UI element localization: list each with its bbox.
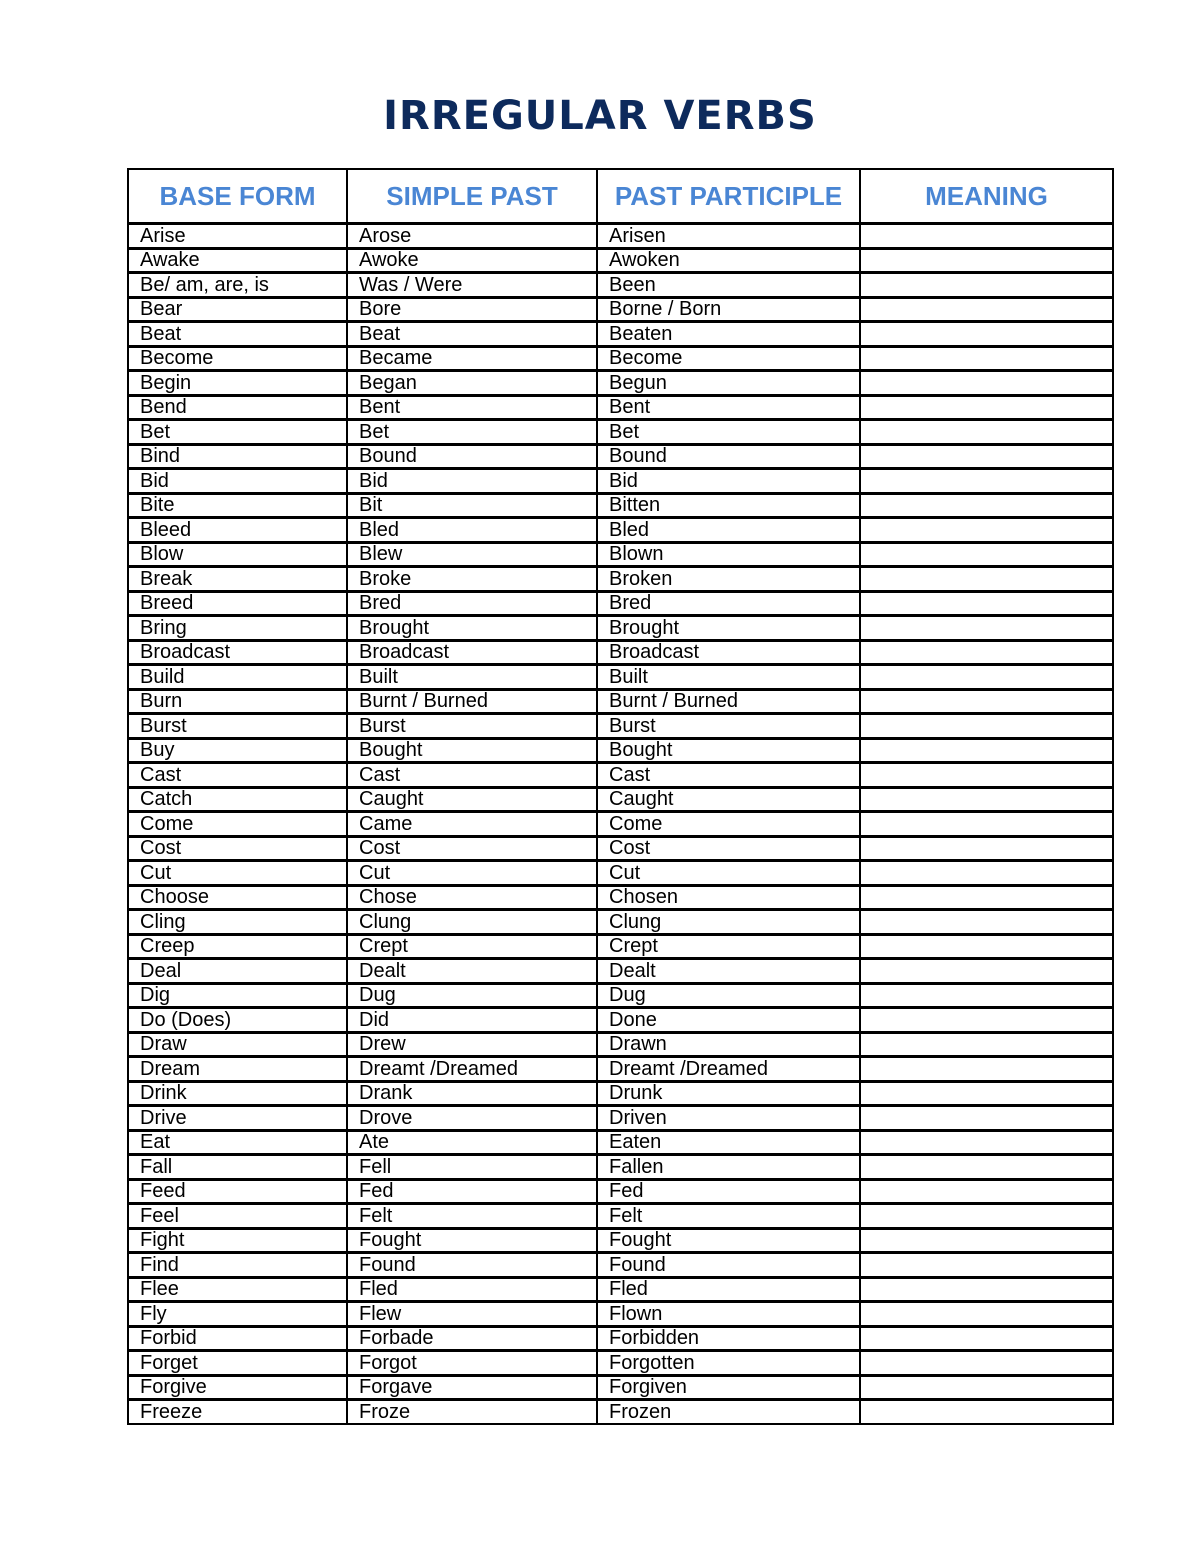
simple-past-cell: Broadcast	[347, 640, 597, 665]
simple-past-cell: Broke	[347, 567, 597, 592]
meaning-cell	[860, 224, 1113, 249]
past-participle-cell: Fled	[597, 1277, 860, 1302]
past-participle-cell: Bled	[597, 518, 860, 543]
meaning-cell	[860, 346, 1113, 371]
meaning-cell	[860, 493, 1113, 518]
simple-past-cell: Blew	[347, 542, 597, 567]
meaning-cell	[860, 273, 1113, 298]
table-row	[128, 1351, 1113, 1376]
simple-past-cell: Cost	[347, 836, 597, 861]
base-form-cell: Bet	[128, 420, 347, 445]
base-form-cell: Forget	[128, 1351, 347, 1376]
base-form-cell: Beat	[128, 322, 347, 347]
header-past-participle: PAST PARTICIPLE	[597, 169, 860, 224]
table-row	[128, 689, 1113, 714]
past-participle-cell: Felt	[597, 1204, 860, 1229]
past-participle-cell: Forbidden	[597, 1326, 860, 1351]
table-row	[128, 885, 1113, 910]
meaning-cell	[860, 322, 1113, 347]
meaning-cell	[860, 812, 1113, 837]
table-row	[128, 420, 1113, 445]
header-simple-past: SIMPLE PAST	[347, 169, 597, 224]
meaning-cell	[860, 1032, 1113, 1057]
base-form-cell: Come	[128, 812, 347, 837]
past-participle-cell: Forgiven	[597, 1375, 860, 1400]
table-row	[128, 1081, 1113, 1106]
table-row	[128, 322, 1113, 347]
meaning-cell	[860, 1351, 1113, 1376]
table-row	[128, 763, 1113, 788]
meaning-cell	[860, 1228, 1113, 1253]
base-form-cell: Feed	[128, 1179, 347, 1204]
past-participle-cell: Bound	[597, 444, 860, 469]
table-row	[128, 665, 1113, 690]
past-participle-cell: Forgotten	[597, 1351, 860, 1376]
meaning-cell	[860, 567, 1113, 592]
table-row	[128, 640, 1113, 665]
base-form-cell: Bend	[128, 395, 347, 420]
simple-past-cell: Cut	[347, 861, 597, 886]
past-participle-cell: Bet	[597, 420, 860, 445]
table-body	[128, 224, 1113, 1424]
past-participle-cell: Frozen	[597, 1400, 860, 1424]
simple-past-cell: Was / Were	[347, 273, 597, 298]
base-form-cell: Burn	[128, 689, 347, 714]
table-row	[128, 1106, 1113, 1131]
simple-past-cell: Dealt	[347, 959, 597, 984]
table-row	[128, 787, 1113, 812]
past-participle-cell: Broken	[597, 567, 860, 592]
simple-past-cell: Fled	[347, 1277, 597, 1302]
meaning-cell	[860, 395, 1113, 420]
base-form-cell: Bleed	[128, 518, 347, 543]
table-row	[128, 812, 1113, 837]
simple-past-cell: Fought	[347, 1228, 597, 1253]
table-row	[128, 1155, 1113, 1180]
table-row	[128, 248, 1113, 273]
meaning-cell	[860, 983, 1113, 1008]
meaning-cell	[860, 1253, 1113, 1278]
past-participle-cell: Broadcast	[597, 640, 860, 665]
meaning-cell	[860, 787, 1113, 812]
past-participle-cell: Become	[597, 346, 860, 371]
meaning-cell	[860, 1179, 1113, 1204]
base-form-cell: Deal	[128, 959, 347, 984]
meaning-cell	[860, 1081, 1113, 1106]
past-participle-cell: Dealt	[597, 959, 860, 984]
meaning-cell	[860, 885, 1113, 910]
table-row	[128, 836, 1113, 861]
past-participle-cell: Cost	[597, 836, 860, 861]
simple-past-cell: Forbade	[347, 1326, 597, 1351]
base-form-cell: Forgive	[128, 1375, 347, 1400]
table-row	[128, 297, 1113, 322]
table-row	[128, 518, 1113, 543]
past-participle-cell: Driven	[597, 1106, 860, 1131]
simple-past-cell: Fell	[347, 1155, 597, 1180]
table-row	[128, 616, 1113, 641]
past-participle-cell: Built	[597, 665, 860, 690]
base-form-cell: Bring	[128, 616, 347, 641]
base-form-cell: Drive	[128, 1106, 347, 1131]
past-participle-cell: Drawn	[597, 1032, 860, 1057]
past-participle-cell: Fed	[597, 1179, 860, 1204]
base-form-cell: Cast	[128, 763, 347, 788]
meaning-cell	[860, 518, 1113, 543]
table-row	[128, 1008, 1113, 1033]
meaning-cell	[860, 1106, 1113, 1131]
meaning-cell	[860, 371, 1113, 396]
simple-past-cell: Burnt / Burned	[347, 689, 597, 714]
meaning-cell	[860, 1057, 1113, 1082]
past-participle-cell: Done	[597, 1008, 860, 1033]
simple-past-cell: Clung	[347, 910, 597, 935]
past-participle-cell: Brought	[597, 616, 860, 641]
meaning-cell	[860, 591, 1113, 616]
simple-past-cell: Found	[347, 1253, 597, 1278]
base-form-cell: Bind	[128, 444, 347, 469]
meaning-cell	[860, 469, 1113, 494]
base-form-cell: Bid	[128, 469, 347, 494]
table-row	[128, 1375, 1113, 1400]
past-participle-cell: Bitten	[597, 493, 860, 518]
simple-past-cell: Dreamt /Dreamed	[347, 1057, 597, 1082]
simple-past-cell: Became	[347, 346, 597, 371]
past-participle-cell: Cut	[597, 861, 860, 886]
meaning-cell	[860, 665, 1113, 690]
meaning-cell	[860, 1326, 1113, 1351]
base-form-cell: Freeze	[128, 1400, 347, 1424]
table-row	[128, 861, 1113, 886]
table-row	[128, 542, 1113, 567]
simple-past-cell: Brought	[347, 616, 597, 641]
simple-past-cell: Drank	[347, 1081, 597, 1106]
base-form-cell: Bite	[128, 493, 347, 518]
simple-past-cell: Froze	[347, 1400, 597, 1424]
meaning-cell	[860, 910, 1113, 935]
simple-past-cell: Cast	[347, 763, 597, 788]
meaning-cell	[860, 640, 1113, 665]
past-participle-cell: Found	[597, 1253, 860, 1278]
table-row	[128, 346, 1113, 371]
meaning-cell	[860, 1400, 1113, 1424]
base-form-cell: Breed	[128, 591, 347, 616]
table-row	[128, 1302, 1113, 1327]
page-title: IRREGULAR VERBS	[383, 93, 817, 139]
base-form-cell: Broadcast	[128, 640, 347, 665]
base-form-cell: Do (Does)	[128, 1008, 347, 1033]
base-form-cell: Flee	[128, 1277, 347, 1302]
meaning-cell	[860, 1155, 1113, 1180]
table-row	[128, 910, 1113, 935]
meaning-cell	[860, 1008, 1113, 1033]
table-row	[128, 371, 1113, 396]
header-base-form: BASE FORM	[128, 169, 347, 224]
base-form-cell: Forbid	[128, 1326, 347, 1351]
table-row	[128, 493, 1113, 518]
irregular-verbs-table	[127, 168, 1114, 1425]
past-participle-cell: Burst	[597, 714, 860, 739]
base-form-cell: Draw	[128, 1032, 347, 1057]
past-participle-cell: Come	[597, 812, 860, 837]
simple-past-cell: Forgot	[347, 1351, 597, 1376]
base-form-cell: Dig	[128, 983, 347, 1008]
past-participle-cell: Arisen	[597, 224, 860, 249]
simple-past-cell: Burst	[347, 714, 597, 739]
table-row	[128, 1253, 1113, 1278]
meaning-cell	[860, 1302, 1113, 1327]
past-participle-cell: Dreamt /Dreamed	[597, 1057, 860, 1082]
base-form-cell: Become	[128, 346, 347, 371]
simple-past-cell: Beat	[347, 322, 597, 347]
simple-past-cell: Bought	[347, 738, 597, 763]
simple-past-cell: Bound	[347, 444, 597, 469]
base-form-cell: Arise	[128, 224, 347, 249]
table-row	[128, 567, 1113, 592]
base-form-cell: Begin	[128, 371, 347, 396]
simple-past-cell: Drew	[347, 1032, 597, 1057]
simple-past-cell: Bid	[347, 469, 597, 494]
simple-past-cell: Did	[347, 1008, 597, 1033]
table-row	[128, 395, 1113, 420]
past-participle-cell: Chosen	[597, 885, 860, 910]
past-participle-cell: Beaten	[597, 322, 860, 347]
base-form-cell: Dream	[128, 1057, 347, 1082]
header-meaning: MEANING	[860, 169, 1113, 224]
table-row	[128, 959, 1113, 984]
past-participle-cell: Clung	[597, 910, 860, 935]
base-form-cell: Be/ am, are, is	[128, 273, 347, 298]
base-form-cell: Choose	[128, 885, 347, 910]
table-row	[128, 738, 1113, 763]
simple-past-cell: Bit	[347, 493, 597, 518]
base-form-cell: Fly	[128, 1302, 347, 1327]
simple-past-cell: Bled	[347, 518, 597, 543]
simple-past-cell: Built	[347, 665, 597, 690]
meaning-cell	[860, 1130, 1113, 1155]
base-form-cell: Blow	[128, 542, 347, 567]
base-form-cell: Cut	[128, 861, 347, 886]
simple-past-cell: Fed	[347, 1179, 597, 1204]
table-row	[128, 591, 1113, 616]
meaning-cell	[860, 616, 1113, 641]
past-participle-cell: Bent	[597, 395, 860, 420]
simple-past-cell: Awoke	[347, 248, 597, 273]
base-form-cell: Awake	[128, 248, 347, 273]
meaning-cell	[860, 689, 1113, 714]
simple-past-cell: Ate	[347, 1130, 597, 1155]
simple-past-cell: Forgave	[347, 1375, 597, 1400]
table-row	[128, 1057, 1113, 1082]
base-form-cell: Cost	[128, 836, 347, 861]
meaning-cell	[860, 542, 1113, 567]
simple-past-cell: Drove	[347, 1106, 597, 1131]
meaning-cell	[860, 248, 1113, 273]
table-row	[128, 1326, 1113, 1351]
past-participle-cell: Dug	[597, 983, 860, 1008]
table-row	[128, 934, 1113, 959]
past-participle-cell: Blown	[597, 542, 860, 567]
base-form-cell: Feel	[128, 1204, 347, 1229]
past-participle-cell: Fought	[597, 1228, 860, 1253]
table-row	[128, 1204, 1113, 1229]
past-participle-cell: Borne / Born	[597, 297, 860, 322]
table-row	[128, 714, 1113, 739]
table-header-row	[128, 169, 1113, 224]
meaning-cell	[860, 861, 1113, 886]
past-participle-cell: Fallen	[597, 1155, 860, 1180]
table-row	[128, 1400, 1113, 1424]
base-form-cell: Catch	[128, 787, 347, 812]
past-participle-cell: Eaten	[597, 1130, 860, 1155]
table-row	[128, 444, 1113, 469]
meaning-cell	[860, 1375, 1113, 1400]
base-form-cell: Bear	[128, 297, 347, 322]
meaning-cell	[860, 959, 1113, 984]
simple-past-cell: Bent	[347, 395, 597, 420]
table-row	[128, 1179, 1113, 1204]
base-form-cell: Fight	[128, 1228, 347, 1253]
past-participle-cell: Begun	[597, 371, 860, 396]
table-row	[128, 1032, 1113, 1057]
past-participle-cell: Bought	[597, 738, 860, 763]
past-participle-cell: Crept	[597, 934, 860, 959]
simple-past-cell: Caught	[347, 787, 597, 812]
simple-past-cell: Bore	[347, 297, 597, 322]
meaning-cell	[860, 1204, 1113, 1229]
simple-past-cell: Came	[347, 812, 597, 837]
meaning-cell	[860, 738, 1113, 763]
base-form-cell: Cling	[128, 910, 347, 935]
base-form-cell: Eat	[128, 1130, 347, 1155]
simple-past-cell: Dug	[347, 983, 597, 1008]
simple-past-cell: Bet	[347, 420, 597, 445]
base-form-cell: Drink	[128, 1081, 347, 1106]
meaning-cell	[860, 763, 1113, 788]
table-row	[128, 469, 1113, 494]
base-form-cell: Creep	[128, 934, 347, 959]
meaning-cell	[860, 420, 1113, 445]
meaning-cell	[860, 836, 1113, 861]
meaning-cell	[860, 934, 1113, 959]
simple-past-cell: Arose	[347, 224, 597, 249]
past-participle-cell: Caught	[597, 787, 860, 812]
past-participle-cell: Been	[597, 273, 860, 298]
table-row	[128, 1228, 1113, 1253]
meaning-cell	[860, 297, 1113, 322]
table-row	[128, 1130, 1113, 1155]
table-row	[128, 983, 1113, 1008]
table-row	[128, 1277, 1113, 1302]
base-form-cell: Build	[128, 665, 347, 690]
simple-past-cell: Began	[347, 371, 597, 396]
simple-past-cell: Bred	[347, 591, 597, 616]
base-form-cell: Fall	[128, 1155, 347, 1180]
past-participle-cell: Bred	[597, 591, 860, 616]
base-form-cell: Find	[128, 1253, 347, 1278]
meaning-cell	[860, 1277, 1113, 1302]
past-participle-cell: Burnt / Burned	[597, 689, 860, 714]
past-participle-cell: Drunk	[597, 1081, 860, 1106]
simple-past-cell: Crept	[347, 934, 597, 959]
past-participle-cell: Bid	[597, 469, 860, 494]
base-form-cell: Buy	[128, 738, 347, 763]
simple-past-cell: Flew	[347, 1302, 597, 1327]
simple-past-cell: Chose	[347, 885, 597, 910]
meaning-cell	[860, 444, 1113, 469]
table-row	[128, 273, 1113, 298]
meaning-cell	[860, 714, 1113, 739]
past-participle-cell: Cast	[597, 763, 860, 788]
base-form-cell: Burst	[128, 714, 347, 739]
base-form-cell: Break	[128, 567, 347, 592]
past-participle-cell: Flown	[597, 1302, 860, 1327]
past-participle-cell: Awoken	[597, 248, 860, 273]
simple-past-cell: Felt	[347, 1204, 597, 1229]
table-row	[128, 224, 1113, 249]
